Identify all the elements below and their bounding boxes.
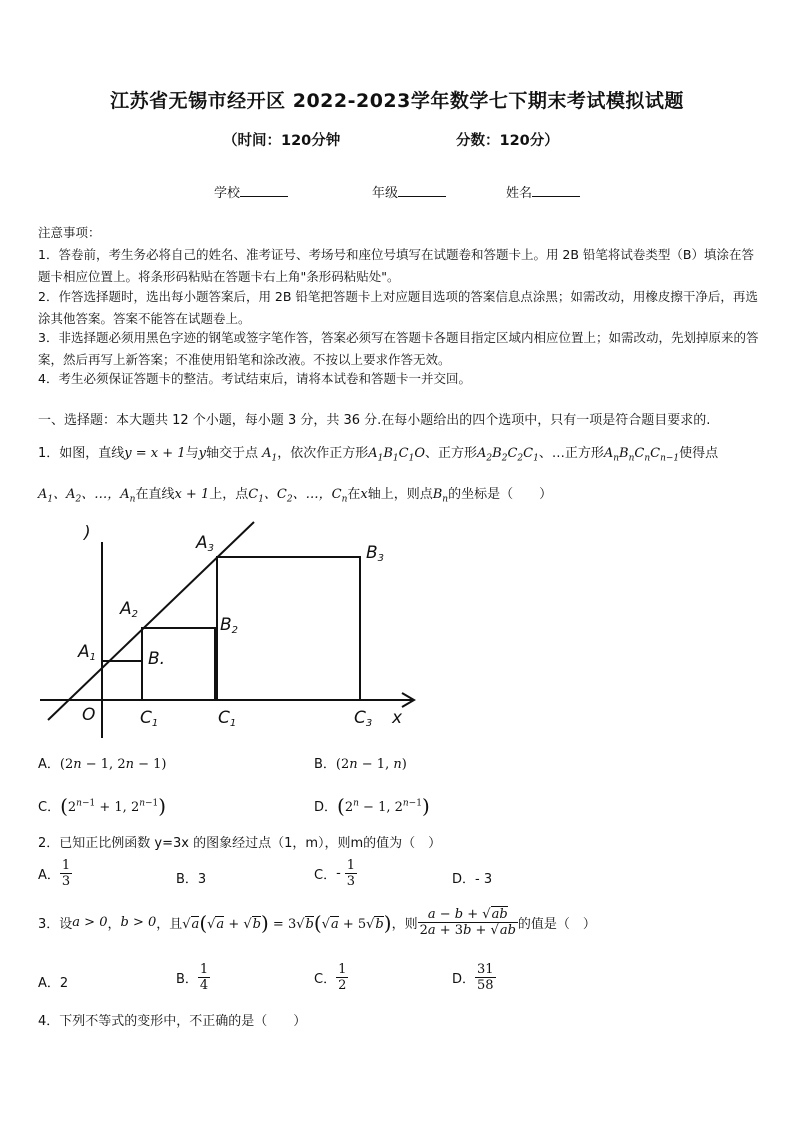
label-B3: B3: [366, 543, 385, 564]
label-C1: C1: [140, 708, 159, 729]
notes-heading: 注意事项：: [38, 225, 101, 240]
note-item-1: 1．答卷前，考生务必将自己的姓名、准考证号、考场号和座位号填写在试题卷和答题卡上。用 2B 铅笔将试卷类型（B）填涂在答题卡相应位置上。将条形码粘贴在答题卡右上角"条形码粘贴处"。: [38, 247, 755, 284]
q2-stem: 2．已知正比例函数 y=3x 的图象经过点（1，m），则m的值为（ ）: [38, 836, 442, 851]
q3-option-c[interactable]: C． $\frac{1}{2}$: [314, 962, 347, 993]
label-A1: A1: [78, 642, 97, 663]
note-item-4: 4．考生必须保证答题卡的整洁。考试结束后，请将本试卷和答题卡一并交回。: [38, 371, 471, 386]
q3-expression: $\frac{a - b + √ab}{2a + 3b + √ab}$: [419, 907, 516, 938]
q1-line2: $A_1$、$A_2$、…，$A_n$在直线x + 1上，点$C_1$、$C_2$、…，$C_n$在x轴上，则点$B_n$的坐标是（ ）: [38, 487, 553, 505]
note-item-2: 2．作答选择题时，选出每小题答案后，用 2B 铅笔把答题卡上对应题目选项的答案信息点涂黑；如需改动，用橡皮擦干净后，再选涂其他答案。答案不能答在试题卷上。: [38, 289, 758, 326]
square-1-shape: [102, 661, 142, 700]
q4-stem: 4．下列不等式的变形中，不正确的是（ ）: [38, 1014, 307, 1029]
q1-figure: [36, 520, 426, 742]
label-C3: C3: [354, 708, 373, 729]
q2-option-d[interactable]: D．- 3: [452, 872, 493, 887]
q2-option-c[interactable]: C．- $\frac{1}{3}$: [314, 858, 356, 889]
square-n: $A_nB_nC_nC_{n-1}$: [603, 446, 680, 464]
points-C: $C_1$、$C_2$、…，$C_n$: [248, 487, 348, 505]
grade-field: [372, 182, 446, 201]
square-2: $A_2B_2C_2C_1$: [477, 446, 539, 464]
q3-option-d[interactable]: D． $\frac{31}{58}$: [452, 962, 494, 993]
label-O: O: [82, 705, 96, 725]
label-A3: A3: [196, 533, 215, 554]
q3-option-b[interactable]: B． $\frac{1}{4}$: [176, 962, 209, 993]
point-A1: $A_1$: [262, 446, 278, 464]
school-blank: [240, 184, 288, 197]
name-blank: [532, 184, 580, 197]
q3-stem: 3．设a > 0，b > 0，且√a(√a + √b) = 3√b(√a + 5√b)，则 $\frac{a - b + √ab}{2a + 3b + √ab}$ 的值是（ ）: [38, 907, 596, 938]
label-A2: A2: [120, 599, 139, 620]
q1-option-b[interactable]: B．(2n − 1, n): [314, 757, 407, 772]
name-label: 姓名: [506, 186, 533, 201]
label-C2: C1: [218, 708, 237, 729]
q1-option-a[interactable]: A．(2n − 1, 2n − 1): [38, 757, 167, 772]
school-label: 学校: [214, 186, 241, 201]
point-Bn: $B_n$: [432, 487, 449, 505]
square-1: $A_1B_1C_1O$: [368, 446, 426, 464]
exam-time: （时间：120分钟: [223, 133, 341, 149]
q2-option-b[interactable]: B．3: [176, 872, 207, 887]
section-heading: 一、选择题：本大题共 12 个小题，每小题 3 分，共 36 分.在每小题给出的四个选项中，只有一项是符合题目要求的.: [38, 413, 711, 428]
points-A: $A_1$、$A_2$、…，$A_n$: [38, 487, 136, 505]
q1-option-c[interactable]: C．($2^{n-1} + 1$, $2^{n-1}$): [38, 794, 167, 818]
exam-score: 分数：120分）: [456, 133, 559, 149]
school-field: [214, 182, 288, 201]
name-field: [506, 182, 580, 201]
page-title: 江苏省无锡市经开区 2022-2023学年数学七下期末考试模拟试题: [110, 90, 684, 112]
q3-equation: √a(√a + √b) = 3√b(√a + 5√b): [182, 910, 392, 935]
q3-option-a[interactable]: A．2: [38, 976, 69, 991]
label-B2: B2: [220, 615, 239, 636]
q1-option-d[interactable]: D．($2^n - 1$, $2^{n-1}$): [314, 794, 430, 818]
label-x: x: [392, 708, 403, 728]
note-item-3: 3．非选择题必须用黑色字迹的钢笔或签字笔作答，答案必须写在答题卡各题目指定区域内相应位置上；如需改动，先划掉原来的答案，然后再写上新答案；不准使用铅笔和涂改液。不按以上要求作答无效。: [38, 330, 759, 367]
grade-blank: [398, 184, 446, 197]
grade-label: 年级: [372, 186, 399, 201]
q2-option-a[interactable]: A． $\frac{1}{3}$: [38, 858, 71, 889]
label-B1: B.: [148, 649, 166, 669]
q1-line1: 1．如图，直线y = x + 1与y轴交于点 $A_1$，依次作正方形$A_1B_1C_1O$、正方形$A_2B_2C_2C_1$、…正方形$A_nB_nC_nC_{n-1}$使得点: [38, 446, 719, 464]
y-axis-label: ): [84, 523, 91, 543]
square-3-shape: [217, 557, 360, 700]
